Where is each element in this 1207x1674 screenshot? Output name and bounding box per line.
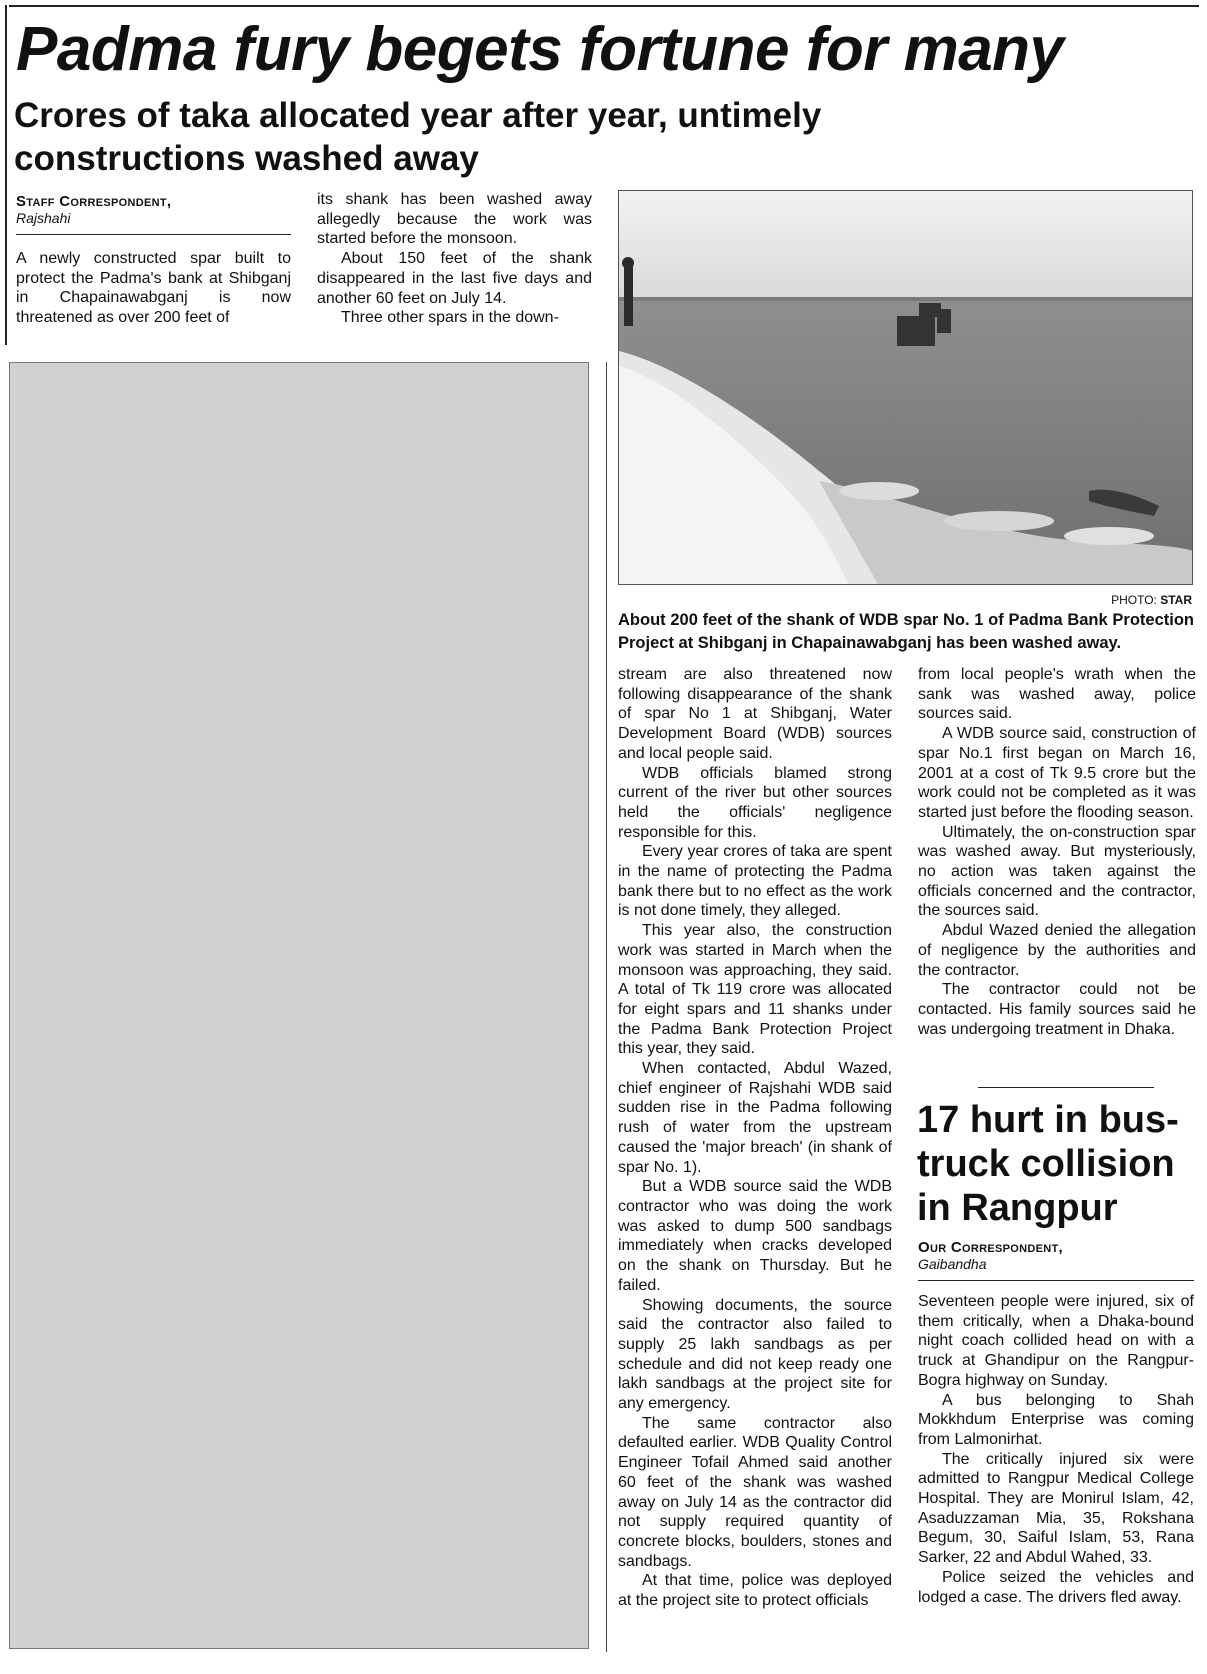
paragraph: At that time, police was deployed at the project site to protect officials	[618, 1572, 892, 1610]
paragraph: A bus belonging to Shah Mokkhdum Enterprise was coming from Lalmonirhat.	[918, 1391, 1194, 1448]
second-byline-rule	[918, 1280, 1194, 1281]
paragraph: Seventeen people were injured, six of them critically, when a Dhaka-bound night coach collided head on with a truck at Ghandipur on the Rangpur-Bogra highway on Sunday.	[918, 1293, 1194, 1389]
second-byline: Our Correspondent,	[918, 1239, 1064, 1256]
byline: Staff Correspondent,	[16, 193, 172, 210]
paragraph: Showing documents, the source said the contractor also failed to supply 25 lakh sandbags as per schedule and did not keep ready one lakh sandbags at the project site for any emergency.	[618, 1296, 892, 1413]
paragraph: WDB officials blamed strong current of the river but other sources held the officials' negligence responsible for this.	[618, 764, 892, 841]
byline-block	[16, 193, 291, 226]
paragraph: A newly constructed spar built to protect the Padma's bank at Shibganj in Chapainawabganj is now threatened as over 200 feet of	[16, 250, 291, 327]
photo-credit: PHOTO: STAR	[1111, 593, 1192, 607]
column-4	[918, 665, 1196, 1039]
left-border-rule	[5, 5, 7, 345]
paragraph: Abdul Wazed denied the allegation of negligence by the authorities and the contractor.	[918, 922, 1196, 979]
paragraph: its shank has been washed away allegedly because the work was started before the monsoon.	[317, 191, 592, 248]
second-dateline: Gaibandha	[918, 1256, 987, 1272]
column-divider	[606, 362, 607, 1652]
byline-rule	[16, 234, 291, 235]
paragraph: The contractor could not be contacted. His family sources said he was undergoing treatment in Dhaka.	[918, 981, 1196, 1038]
paragraph: But a WDB source said the WDB contractor who was doing the work was asked to dump 500 sandbags immediately when cracks developed on the shank on Thursday. But he failed.	[618, 1178, 892, 1294]
paragraph: from local people's wrath when the sank was washed away, police sources said.	[918, 666, 1196, 723]
second-byline-block	[918, 1239, 1196, 1272]
subheadline: Crores of taka allocated year after year, untimely constructions washed away	[14, 96, 822, 178]
paragraph: Police seized the vehicles and lodged a case. The drivers fled away.	[918, 1568, 1194, 1606]
dateline: Rajshahi	[16, 210, 71, 226]
paragraph: stream are also threatened now following disappearance of the shank of spar No 1 at Shibganj, Water Development Board (WDB) sources and local people said.	[618, 666, 892, 762]
paragraph: About 150 feet of the shank disappeared in the last five days and another 60 feet on July 14.	[317, 250, 592, 307]
paragraph: This year also, the construction work was started in March when the monsoon was approaching, they said. A total of Tk 119 crore was allocated for eight spars and 11 shanks under the Padma Bank Protection Project this year, they said.	[618, 922, 892, 1058]
second-headline: 17 hurt in bus-truck collision in Rangpur	[917, 1099, 1179, 1229]
top-rule	[9, 5, 1199, 7]
blank-ad-space	[9, 362, 589, 1649]
paragraph: Ultimately, the on-construction spar was washed away. But mysteriously, no action was taken against the officials concerned and the contractor, the sources said.	[918, 823, 1196, 920]
photo-credit-source: STAR	[1160, 593, 1192, 607]
section-rule	[978, 1087, 1154, 1088]
paragraph: When contacted, Abdul Wazed, chief engineer of Rajshahi WDB said sudden rise in the Padma following rush of water from the upstream caused the 'major breach' (in shank of spar No. 1).	[618, 1060, 892, 1176]
river-bank-image	[619, 191, 1193, 585]
column-2	[317, 190, 592, 328]
paragraph: Three other spars in the down-	[341, 309, 559, 327]
column-3	[618, 665, 892, 1611]
column-1	[16, 249, 291, 328]
paragraph: The same contractor also defaulted earlier. WDB Quality Control Engineer Tofail Ahmed said another 60 feet of the shank was washed away on July 14 as the contractor did not supply required quantity of concrete blocks, boulders, stones and sandbags.	[618, 1414, 892, 1570]
paragraph: A WDB source said, construction of spar No.1 first began on March 16, 2001 at a cost of Tk 9.5 crore but the work could not be completed as it was started just before the flooding season.	[918, 725, 1196, 821]
headline: Padma fury begets fortune for many	[16, 15, 1064, 84]
paragraph: Every year crores of taka are spent in the name of protecting the Padma bank there but to no effect as the work is not done timely, they alleged.	[618, 843, 892, 920]
photo-caption: About 200 feet of the shank of WDB spar No. 1 of Padma Bank Protection Project at Shibganj in Chapainawabganj has been washed away.	[618, 611, 1194, 652]
news-photo	[618, 190, 1193, 585]
second-column	[918, 1292, 1194, 1607]
paragraph: The critically injured six were admitted to Rangpur Medical College Hospital. They are Monirul Islam, 42, Asaduzzaman Mia, 35, Rokshana Begum, 30, Saiful Islam, 53, Rana Sarker, 22 and Abdul Wahed, 33.	[918, 1450, 1194, 1567]
